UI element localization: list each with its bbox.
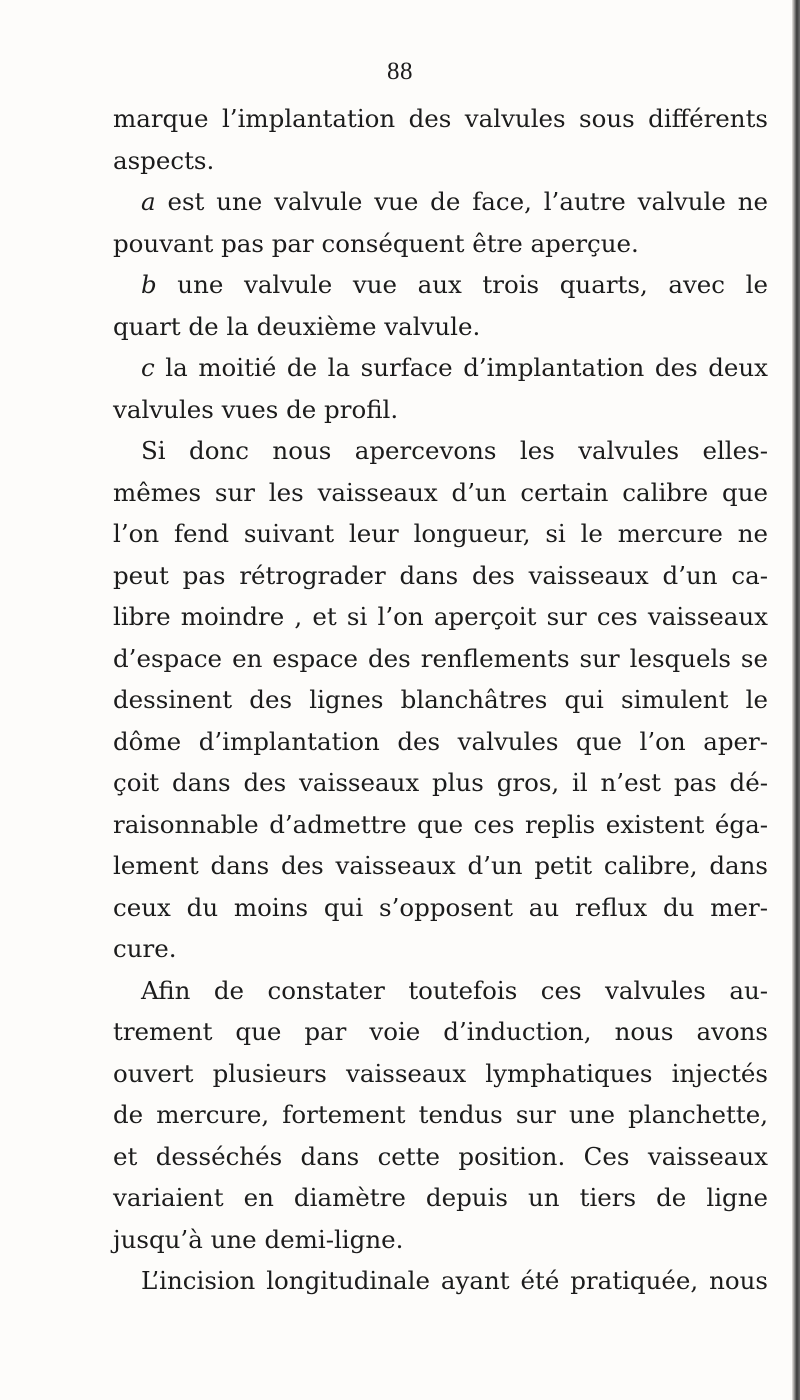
line-text: dôme d’implantation des valvules que l’on aper- <box>113 726 768 756</box>
line-text: çoit dans des vaisseaux plus gros, il n’est pas dé- <box>113 768 768 797</box>
text-line <box>113 513 768 555</box>
line-text: d’espace en espace des renflements sur lesquels se <box>113 643 768 673</box>
line-text: raisonnable d’admettre que ces replis existent éga- <box>113 809 768 839</box>
text-line <box>113 1094 768 1136</box>
page-number: 88 <box>387 58 413 85</box>
text-line <box>113 389 768 431</box>
line-text: et desséchés dans cette position. Ces vaisseaux <box>113 1141 768 1171</box>
figure-letter: c <box>141 353 155 382</box>
line-text: une valvule vue aux trois quarts, avec le <box>156 270 768 299</box>
text-line <box>113 596 768 638</box>
text-line <box>113 264 768 306</box>
line-text: lement dans des vaisseaux d’un petit calibre, dans <box>113 851 768 880</box>
text-line <box>113 804 768 846</box>
line-text: la moitié de la surface d’implantation des deux <box>154 353 768 382</box>
text-line <box>113 223 768 265</box>
line-text: quart de la deuxième valvule. <box>113 311 481 341</box>
text-line <box>113 430 768 472</box>
line-text: est une valvule vue de face, l’autre valvule ne <box>155 187 768 216</box>
line-text: trement que par voie d’induction, nous avons <box>113 1017 768 1046</box>
text-line <box>113 762 768 804</box>
line-text: valvules vues de profil. <box>113 394 399 424</box>
figure-letter: a <box>141 187 156 216</box>
text-line <box>113 721 768 763</box>
line-text: l’on fend suivant leur longueur, si le mercure ne <box>113 519 768 548</box>
line-text: variaient en diamètre depuis un tiers de ligne <box>113 1183 768 1212</box>
text-line <box>113 347 768 389</box>
text-line <box>113 679 768 721</box>
line-text: dessinent des lignes blanchâtres qui simulent le <box>113 685 768 714</box>
line-text: libre moindre , et si l’on aperçoit sur ces vaisseaux <box>113 602 768 631</box>
figure-letter: b <box>141 270 157 299</box>
body-text <box>113 98 768 1302</box>
text-line <box>113 845 768 887</box>
text-line <box>113 306 768 348</box>
line-text: cure. <box>113 934 177 963</box>
line-text: pouvant pas par conséquent être aperçue. <box>113 228 639 258</box>
line-text: peut pas rétrograder dans des vaisseaux d’un ca- <box>113 560 768 590</box>
line-text: marque l’implantation des valvules sous différents <box>113 104 768 133</box>
text-line <box>113 472 768 514</box>
text-line <box>113 555 768 597</box>
line-text: Si donc nous apercevons les valvules elles- <box>141 436 768 465</box>
text-line <box>113 181 768 223</box>
text-line <box>113 140 768 182</box>
line-text: mêmes sur les vaisseaux d’un certain calibre que <box>113 477 768 507</box>
text-line <box>113 1260 768 1302</box>
line-text: aspects. <box>113 145 215 175</box>
text-line <box>113 887 768 929</box>
text-line <box>113 1011 768 1053</box>
text-line <box>113 928 768 970</box>
line-text: de mercure, fortement tendus sur une planchette, <box>113 1100 768 1129</box>
text-line <box>113 970 768 1012</box>
line-text: Afin de constater toutefois ces valvules au- <box>141 975 768 1005</box>
line-text: ceux du moins qui s’opposent au reflux du mer- <box>113 892 768 922</box>
text-line <box>113 1053 768 1095</box>
text-line <box>113 98 768 140</box>
text-line <box>113 638 768 680</box>
line-text: L’incision longitudinale ayant été pratiquée, nous <box>141 1266 768 1295</box>
text-line <box>113 1136 768 1178</box>
text-line <box>113 1177 768 1219</box>
line-text: jusqu’à une demi-ligne. <box>113 1224 404 1254</box>
page-edge-shadow <box>792 0 800 1400</box>
line-text: ouvert plusieurs vaisseaux lymphatiques injectés <box>113 1058 768 1088</box>
text-line <box>113 1219 768 1261</box>
